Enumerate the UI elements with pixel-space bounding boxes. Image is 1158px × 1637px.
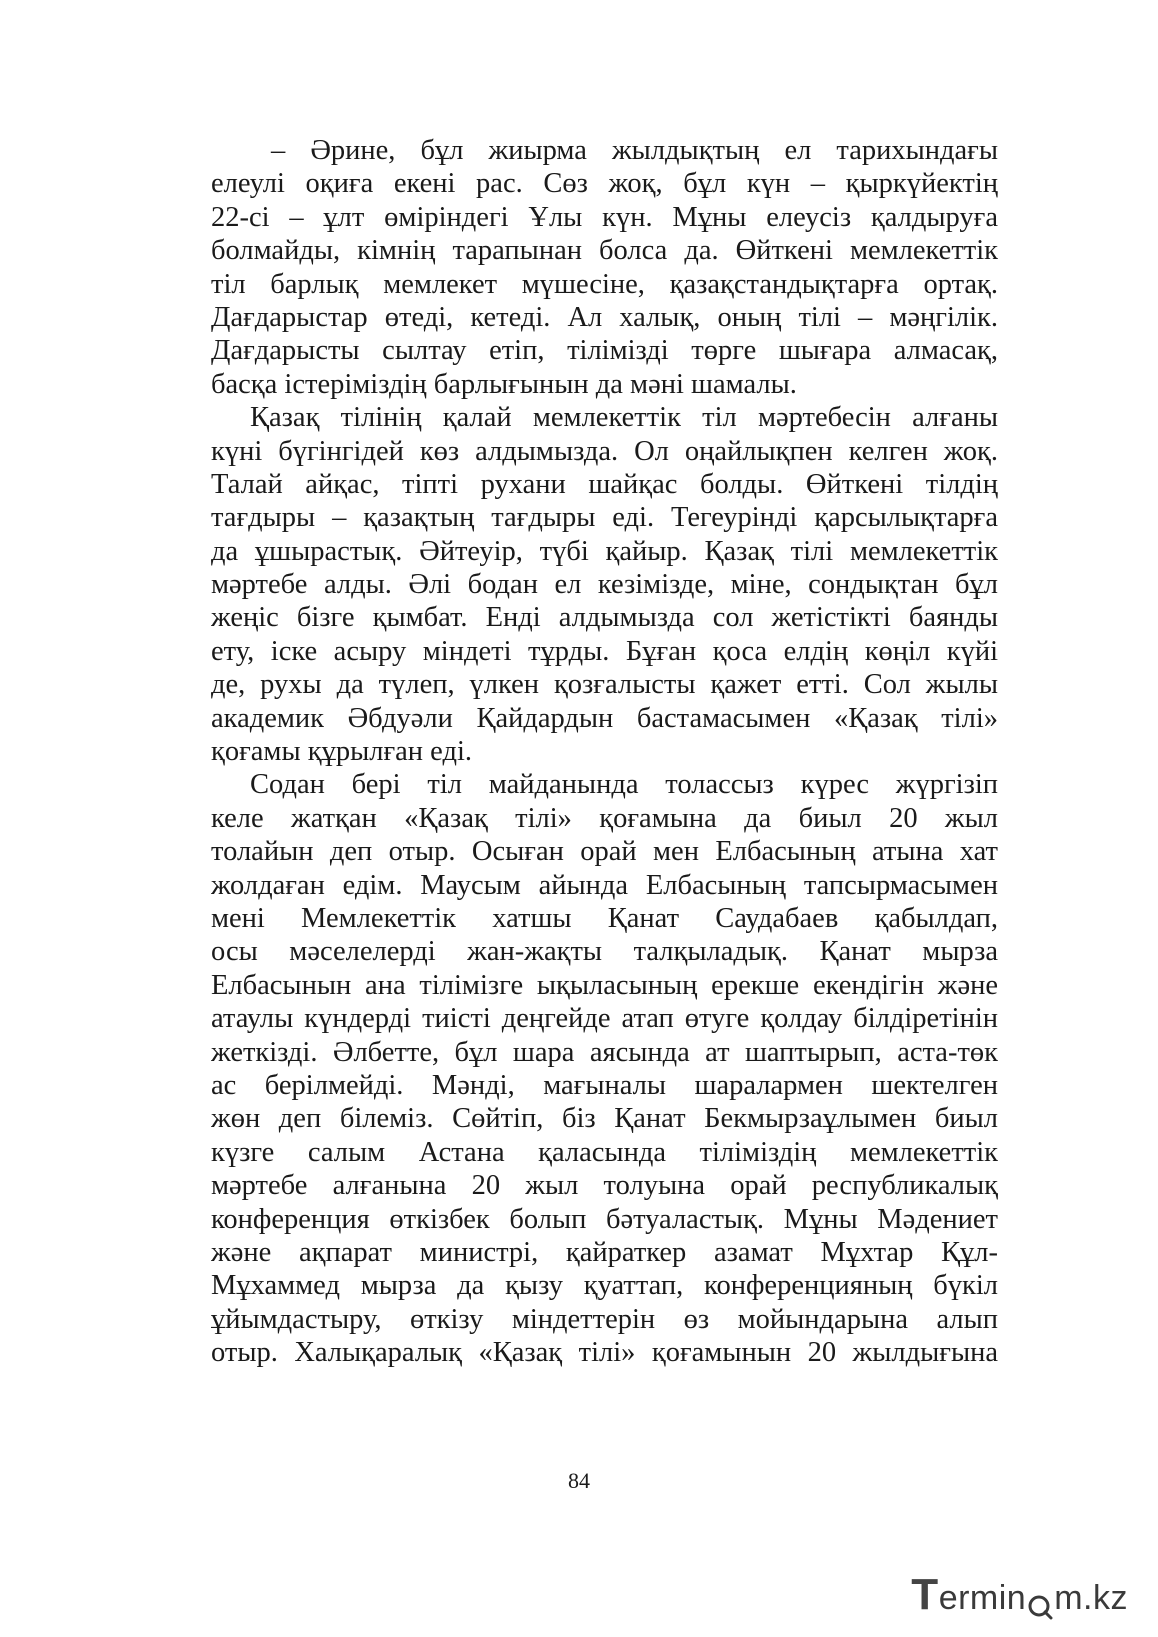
text-line: басқа істеріміздің барлығынын да мәні шамалы. (211, 368, 797, 400)
text-line: жөн деп білеміз. Сөйтіп, біз Қанат Бекмырзаұлымен биыл (211, 1103, 998, 1135)
text-line: толайын деп отыр. Осыған орай мен Елбасының атына хат (211, 836, 998, 868)
text-line: Содан бері тіл майданында толассыз күрес жүргізіп (250, 769, 998, 801)
text-line: келе жатқан «Қазақ тілі» қоғамына да биыл 20 жыл (211, 802, 998, 834)
text-line: ету, іске асыру міндеті тұрды. Бұған қоса елдің көңіл күйі (211, 635, 998, 667)
watermark-domain: m.kz (1054, 1579, 1128, 1617)
text-line: 22-сі – ұлт өміріндегі Ұлы күн. Мұны елеусіз қалдыруға (211, 201, 998, 233)
watermark-initial: T (911, 1570, 939, 1619)
text-line: Талай айқас, тіпті рухани шайқас болды. Өйткені тілдің (211, 468, 998, 500)
text-line: мені Мемлекеттік хатшы Қанат Саудабаев қабылдап, (211, 902, 998, 934)
page-number: 84 (568, 1468, 590, 1493)
text-line: – Әрине, бұл жиырма жылдықтың ел тарихындағы (271, 135, 998, 166)
watermark-logo (911, 1570, 1128, 1619)
text-line: Қазақ тілінің қалай мемлекеттік тіл мәртебесін алғаны (250, 402, 998, 434)
text-line: тіл барлық мемлекет мүшесіне, қазақстандықтарға ортақ. (211, 268, 998, 300)
text-line: күзге салым Астана қаласында тіліміздің мемлекеттік (211, 1136, 998, 1168)
text-line: Дағдарыстар өтеді, кетеді. Ал халық, оның тілі – мәңгілік. (211, 301, 998, 333)
watermark-text: ermin (938, 1579, 1027, 1617)
text-line: болмайды, кімнің тарапынан болса да. Өйткені мемлекеттік (211, 235, 998, 267)
text-line: конференция өткізбек болып бәтуаластық. Мұны Мәдениет (211, 1203, 998, 1235)
text-line: Елбасынын ана тілімізге ықыласының ерекше екендігін және (211, 969, 998, 1001)
text-line: күні бүгінгідей көз алдымызда. Ол оңайлықпен келген жоқ. (211, 435, 998, 467)
text-line: академик Әбдуәли Қайдардын бастамасымен «Қазақ тілі» (211, 702, 998, 734)
magnifier-icon (1027, 1591, 1053, 1617)
text-line: қоғамы құрылған еді. (211, 736, 472, 768)
text-line: ас берілмейді. Мәнді, мағыналы шаралармен шектелген (211, 1069, 998, 1101)
text-line: жеңіс бізге қымбат. Енді алдымызда сол жетістікті баянды (211, 602, 998, 634)
text-line: жеткізді. Әлбетте, бұл шара аясында ат шаптырып, аста-төк (211, 1036, 998, 1068)
text-line: тағдыры – қазақтың тағдыры еді. Тегеурінді қарсылықтарға (211, 502, 998, 534)
text-line: отыр. Халықаралық «Қазақ тілі» қоғамынын 20 жылдығына (211, 1337, 998, 1369)
text-line: атаулы күндерді тиісті деңгейде атап өтуге қолдау білдіретінін (211, 1003, 998, 1035)
text-line: ұйымдастыру, өткізу міндеттерін өз мойындарына алып (211, 1303, 998, 1335)
text-line: мәртебе алғанына 20 жыл толуына орай республикалық (211, 1170, 998, 1202)
text-line: Дағдарысты сылтау етіп, тілімізді төрге шығара алмасақ, (211, 335, 998, 367)
text-line: елеулі оқиға екені рас. Сөз жоқ, бұл күн – қыркүйектің (211, 168, 998, 200)
text-line: да ұшырастық. Әйтеуір, түбі қайыр. Қазақ тілі мемлекеттік (211, 535, 998, 567)
text-line: жолдаған едім. Маусым айында Елбасының тапсырмасымен (211, 869, 998, 901)
text-line: Мұхаммед мырза да қызу қуаттап, конференцияның бүкіл (211, 1270, 998, 1302)
text-line: де, рухы да түлеп, үлкен қозғалысты қажет етті. Сол жылы (211, 669, 998, 701)
body-text (211, 134, 998, 1369)
text-line: мәртебе алды. Әлі бодан ел кезімізде, міне, сондықтан бұл (211, 569, 998, 601)
text-line: және ақпарат министрі, қайраткер азамат Мұхтар Құл- (211, 1236, 998, 1268)
text-line: осы мәселелерді жан-жақты талқыладық. Қанат мырза (211, 936, 998, 968)
